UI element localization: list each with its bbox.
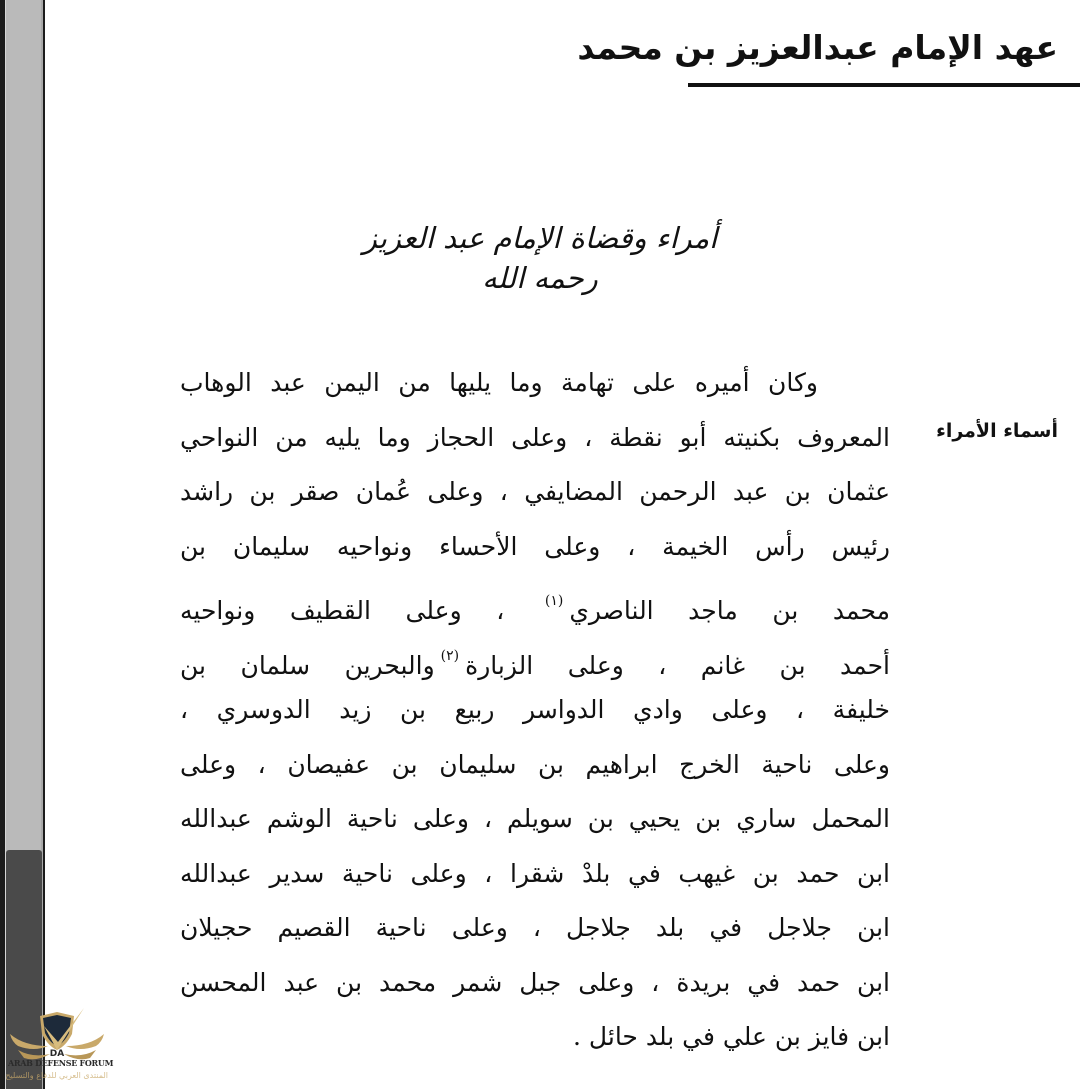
running-title: عهد الإمام عبدالعزيز بن محمد bbox=[577, 28, 1058, 67]
text-segment: محمد بن ماجد الناصري bbox=[569, 596, 890, 625]
watermark-name-en: ARAB DEFENSE FORUM bbox=[8, 1058, 114, 1068]
text-segment: ، وعلى القطيف ونواحيه bbox=[180, 596, 505, 625]
section-title-line2: رحمه الله bbox=[482, 261, 598, 295]
text-line: المحمل ساري بن يحيي بن سويلم ، وعلى ناحية الوشم عبدالله bbox=[180, 804, 890, 833]
text-line: ابن فايز بن علي في بلد حائل . bbox=[573, 1022, 890, 1051]
text-line: رئيس رأس الخيمة ، وعلى الأحساء ونواحيه سليمان بن bbox=[180, 531, 890, 561]
section-title-line1: أمراء وقضاة الإمام عبد العزيز bbox=[362, 221, 718, 255]
text-line: المعروف بكنيته أبو نقطة ، وعلى الحجاز وما يليه من النواحي bbox=[180, 422, 890, 452]
watermark-monogram: DA bbox=[49, 1049, 65, 1059]
wing-left-icon bbox=[10, 1034, 48, 1049]
text-line: عثمان بن عبد الرحمن المضايفي ، وعلى عُمان صقر بن راشد bbox=[180, 477, 890, 506]
section-title bbox=[300, 218, 780, 298]
wing-right-icon bbox=[66, 1034, 104, 1049]
text-line-with-footnote-2 bbox=[180, 629, 890, 684]
text-segment: والبحرين سلمان بن bbox=[180, 650, 435, 680]
header-rule bbox=[688, 83, 1080, 87]
text-line: ابن حمد بن غيهب في بلدْ شقرا ، وعلى ناحية سدير عبدالله bbox=[180, 858, 890, 888]
watermark-name-ar: المنتدى العربي للدفاع والتسليح bbox=[5, 1071, 108, 1080]
text-line: ابن جلاجل في بلد جلاجل ، وعلى ناحية القصيم حجيلان bbox=[180, 913, 890, 942]
text-line: وعلى ناحية الخرج ابراهيم بن سليمان بن عفيصان ، وعلى bbox=[180, 749, 890, 779]
footnote-mark-1[interactable]: (١) bbox=[544, 593, 564, 609]
text-line: ابن حمد في بريدة ، وعلى جبل شمر محمد بن عبد المحسن bbox=[180, 967, 890, 997]
text-line: وكان أميره على تهامة وما يليها من اليمن عبد الوهاب bbox=[180, 368, 818, 397]
body-text bbox=[180, 356, 890, 1065]
text-line-with-footnote-1 bbox=[180, 574, 890, 629]
text-segment: أحمد بن غانم ، وعلى الزبارة bbox=[465, 650, 890, 680]
footnote-mark-2[interactable]: (٢) bbox=[440, 647, 460, 664]
margin-note: أسماء الأمراء bbox=[936, 420, 1058, 442]
text-line: خليفة ، وعلى وادي الدواسر ربيع بن زيد الدوسري ، bbox=[180, 695, 890, 724]
